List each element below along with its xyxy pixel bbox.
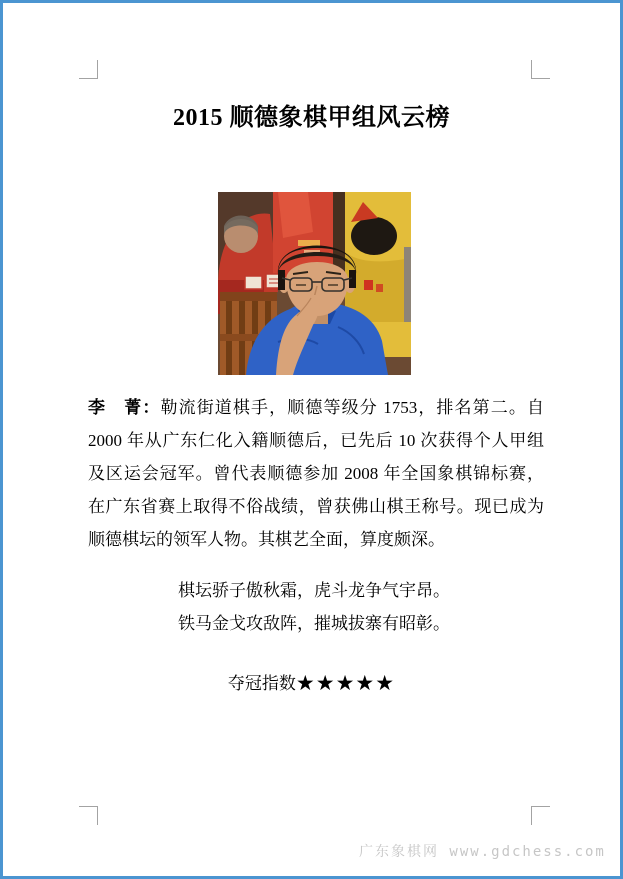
rating-line (3, 669, 620, 698)
player-photo-illustration (218, 192, 411, 375)
crop-mark-top-right (531, 60, 550, 79)
crop-mark-top-left (79, 60, 98, 79)
bio-line-1 (88, 391, 544, 424)
crop-mark-bottom-right (531, 806, 550, 825)
bio-line-3: 及区运会冠军。曾代表顺德参加 2008 年全国象棋锦标赛， (88, 464, 544, 483)
bio-line-1-text: 勒流街道棋手，顺德等级分 1753，排名第二。自 (160, 398, 545, 417)
poem-line-1: 棋坛骄子傲秋霜，虎斗龙争气宇昂。 (178, 581, 450, 600)
player-name: 李 菁： (88, 398, 161, 417)
background-person-left (224, 216, 258, 254)
page-title: 2015 顺德象棋甲组风云榜 (173, 105, 450, 131)
bio-line-2: 2000 年从广东仁化入籍顺德后，已先后 10 次获得个人甲组 (88, 431, 544, 450)
bio-paragraph (88, 391, 544, 556)
bio-line-4: 在广东省赛上取得不俗战绩，曾获佛山棋王称号。现已成为 (88, 497, 544, 516)
bio-line-5: 顺德棋坛的领军人物。其棋艺全面，算度颇深。 (88, 530, 445, 549)
site-watermark: 广东象棋网 www.gdchess.com (359, 844, 606, 860)
poem (178, 574, 450, 640)
star-rating: ★★★★★ (295, 671, 396, 695)
poem-line-2: 铁马金戈攻敌阵，摧城拔寨有昭彰。 (178, 614, 450, 633)
crop-mark-bottom-left (79, 806, 98, 825)
player-photo (218, 192, 411, 375)
rating-label: 夺冠指数 (227, 674, 296, 693)
